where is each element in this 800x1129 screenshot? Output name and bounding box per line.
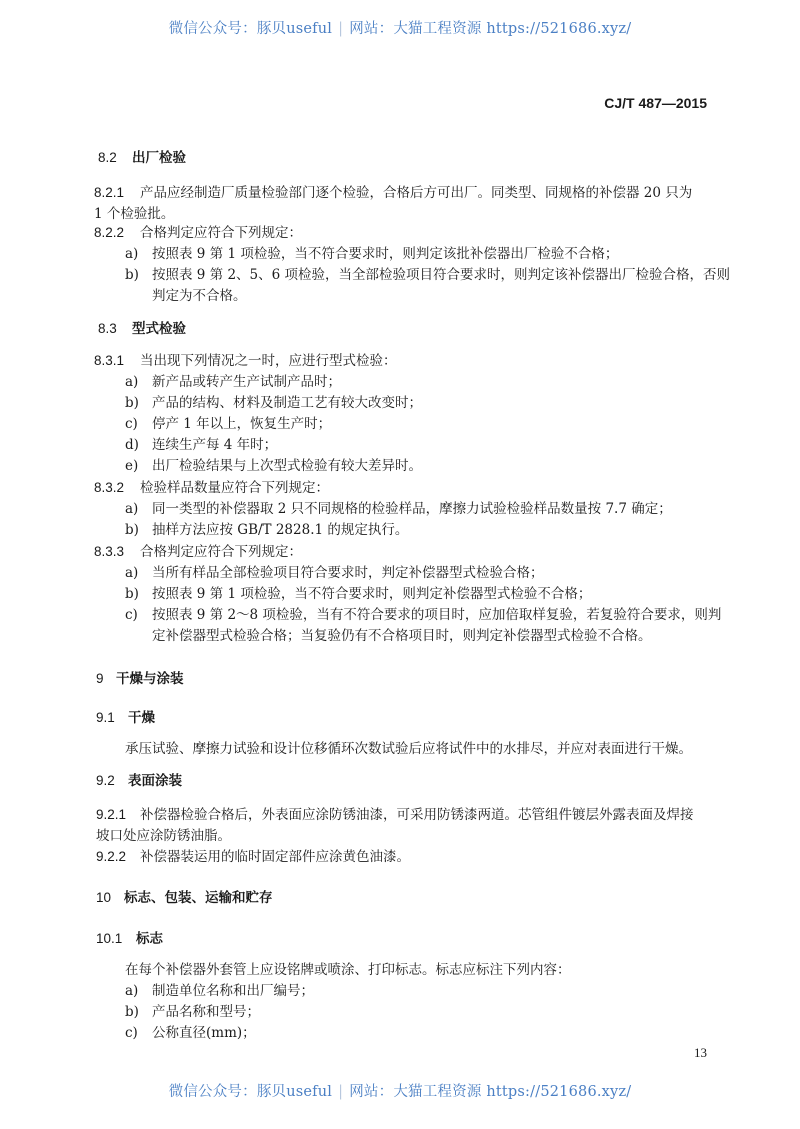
- watermark-right-text: 网站：大猫工程资源 https://521686.xyz/: [349, 1084, 632, 1100]
- clause-8-3-1: 8.3.1 当出现下列情况之一时，应进行型式检验：: [94, 353, 397, 369]
- list-item-cont: 判定为不合格。: [152, 288, 247, 304]
- list-item: d) 连续生产每 4 年时；: [125, 437, 278, 453]
- standard-code: CJ/T 487—2015: [604, 95, 707, 111]
- watermark-left-text: 微信公众号：豚贝useful: [168, 21, 333, 37]
- list-item: e) 出厂检验结果与上次型式检验有较大差异时。: [125, 458, 422, 474]
- clause-8-3-2: 8.3.2 检验样品数量应符合下列规定：: [94, 480, 329, 496]
- section-heading-8-3: 8.3 型式检验: [98, 321, 186, 337]
- list-item: b) 按照表 9 第 1 项检验，当不符合要求时，则判定补偿器型式检验不合格；: [125, 586, 592, 602]
- watermark-right-text: 网站：大猫工程资源 https://521686.xyz/: [349, 21, 632, 37]
- list-item: b) 产品名称和型号；: [125, 1004, 260, 1020]
- page-number: 13: [694, 1045, 707, 1060]
- list-item: c) 停产 1 年以上，恢复生产时；: [125, 416, 332, 432]
- list-item: c) 按照表 9 第 2～8 项检验，当有不符合要求的项目时，应加倍取样复验，若复验符合要求，则判: [125, 607, 722, 623]
- clause-8-3-3: 8.3.3 合格判定应符合下列规定：: [94, 544, 302, 560]
- list-item: a) 新产品或转产生产试制产品时；: [125, 374, 341, 390]
- watermark-bottom: [0, 1080, 800, 1101]
- list-item: b) 产品的结构、材料及制造工艺有较大改变时；: [125, 395, 422, 411]
- section-heading-9: 9 干燥与涂装: [96, 671, 184, 687]
- list-item: b) 抽样方法应按 GB/T 2828.1 的规定执行。: [125, 522, 409, 538]
- section-heading-8-2: 8.2 出厂检验: [98, 150, 186, 166]
- list-item-cont: 定补偿器型式检验合格；当复验仍有不合格项目时，则判定补偿器型式检验不合格。: [152, 628, 652, 644]
- clause-8-2-1: 8.2.1 产品应经制造厂质量检验部门逐个检验，合格后方可出厂。同类型、同规格的补偿器 20 只为: [94, 185, 693, 201]
- list-item: a) 制造单位名称和出厂编号；: [125, 983, 314, 999]
- clause-8-2-2: 8.2.2 合格判定应符合下列规定：: [94, 225, 302, 241]
- watermark-separator: |: [338, 21, 344, 37]
- watermark-top: [0, 17, 800, 38]
- list-item: a) 按照表 9 第 1 项检验，当不符合要求时，则判定该批补偿器出厂检验不合格；: [125, 246, 619, 262]
- paragraph-10-1: 在每个补偿器外套管上应设铭牌或喷涂、打印标志。标志应标注下列内容：: [125, 962, 571, 978]
- clause-9-2-1: 9.2.1 补偿器检验合格后，外表面应涂防锈油漆，可采用防锈漆两道。芯管组件镀层外露表面及焊接: [96, 807, 694, 823]
- list-item: a) 同一类型的补偿器取 2 只不同规格的检验样品，摩擦力试验检验样品数量按 7.7 确定；: [125, 501, 672, 517]
- section-heading-9-2: 9.2 表面涂装: [96, 773, 182, 789]
- clause-8-2-1-cont: 1 个检验批。: [94, 206, 175, 222]
- clause-9-2-2: 9.2.2 补偿器装运用的临时固定部件应涂黄色油漆。: [96, 849, 410, 865]
- list-item: c) 公称直径(mm)；: [125, 1025, 256, 1041]
- watermark-separator: |: [338, 1084, 344, 1100]
- watermark-left-text: 微信公众号：豚贝useful: [168, 1084, 333, 1100]
- clause-9-2-1-cont: 坡口处应涂防锈油脂。: [96, 828, 231, 844]
- section-heading-10-1: 10.1 标志: [96, 931, 163, 947]
- section-heading-9-1: 9.1 干燥: [96, 710, 155, 726]
- paragraph-9-1: 承压试验、摩擦力试验和设计位移循环次数试验后应将试件中的水排尽，并应对表面进行干燥。: [125, 741, 692, 757]
- list-item: a) 当所有样品全部检验项目符合要求时，判定补偿器型式检验合格；: [125, 565, 544, 581]
- list-item: b) 按照表 9 第 2、5、6 项检验，当全部检验项目符合要求时，则判定该补偿器出厂检验合格，否则: [125, 267, 731, 283]
- section-heading-10: 10 标志、包装、运输和贮存: [96, 890, 273, 906]
